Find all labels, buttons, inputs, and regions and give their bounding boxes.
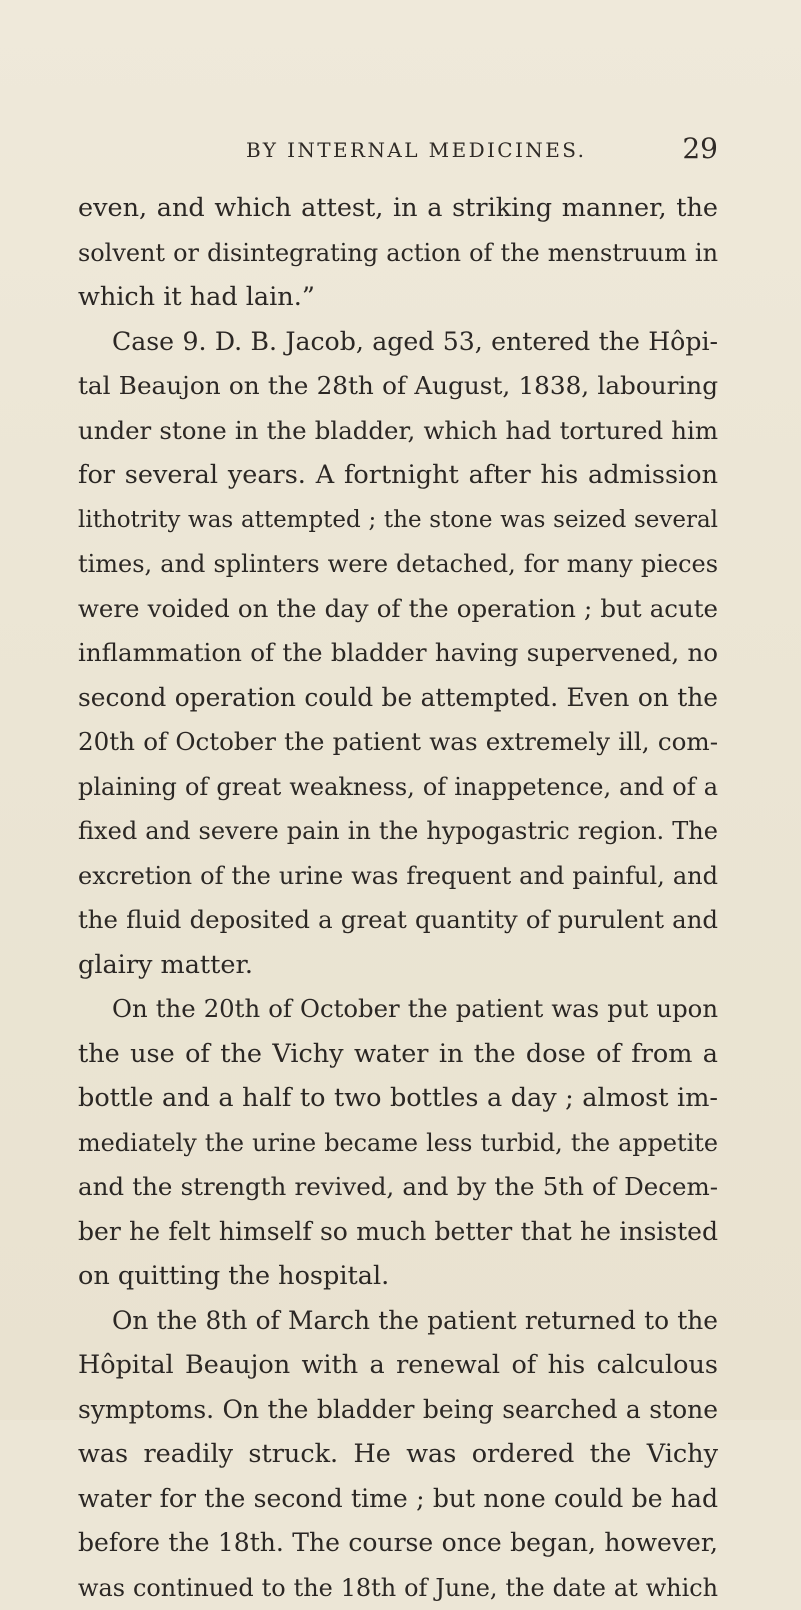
text-line: fixed and severe pain in the hypogastric region. The	[78, 809, 718, 854]
text-line: tal Beaujon on the 28th of August, 1838, labouring	[78, 364, 718, 409]
text-line: under stone in the bladder, which had tortured him	[78, 409, 718, 454]
text-line: excretion of the urine was frequent and painful, and	[78, 854, 718, 899]
running-head	[78, 138, 718, 178]
text-line: on quitting the hospital.	[78, 1254, 718, 1299]
text-line: solvent or disintegrating action of the menstruum in	[78, 231, 718, 276]
text-line: which it had lain.”	[78, 275, 718, 320]
text-line: On the 20th of October the patient was put upon	[78, 987, 718, 1032]
text-line: the use of the Vichy water in the dose of from a	[78, 1032, 718, 1077]
text-line: lithotrity was attempted ; the stone was seized several	[78, 498, 718, 543]
text-line: before the 18th. The course once began, however,	[78, 1521, 718, 1566]
page-number: 29	[682, 132, 718, 165]
running-title: BY INTERNAL MEDICINES.	[246, 138, 586, 162]
text-line: glairy matter.	[78, 943, 718, 988]
text-line: and the strength revived, and by the 5th of Decem-	[78, 1165, 718, 1210]
text-line: even, and which attest, in a striking manner, the	[78, 186, 718, 231]
text-line: Hôpital Beaujon with a renewal of his calculous	[78, 1343, 718, 1388]
text-line: mediately the urine became less turbid, the appetite	[78, 1121, 718, 1166]
text-line: were voided on the day of the operation ; but acute	[78, 587, 718, 632]
text-line: was readily struck. He was ordered the Vichy	[78, 1432, 718, 1477]
text-line: ber he felt himself so much better that he insisted	[78, 1210, 718, 1255]
text-line: plaining of great weakness, of inappetence, and of a	[78, 765, 718, 810]
text-line: bottle and a half to two bottles a day ; almost im-	[78, 1076, 718, 1121]
text-line: On the 8th of March the patient returned to the	[78, 1299, 718, 1344]
text-line: the fluid deposited a great quantity of purulent and	[78, 898, 718, 943]
text-line: 20th of October the patient was extremely ill, com-	[78, 720, 718, 765]
text-line: was continued to the 18th of June, the date at which	[78, 1566, 718, 1610]
body-text	[78, 186, 718, 1610]
text-line: second operation could be attempted. Even on the	[78, 676, 718, 721]
text-line: for several years. A fortnight after his admission	[78, 453, 718, 498]
text-line: water for the second time ; but none could be had	[78, 1477, 718, 1522]
text-line: symptoms. On the bladder being searched a stone	[78, 1388, 718, 1433]
text-line: inflammation of the bladder having supervened, no	[78, 631, 718, 676]
text-line: Case 9. D. B. Jacob, aged 53, entered the Hôpi-	[78, 320, 718, 365]
text-line: times, and splinters were detached, for many pieces	[78, 542, 718, 587]
